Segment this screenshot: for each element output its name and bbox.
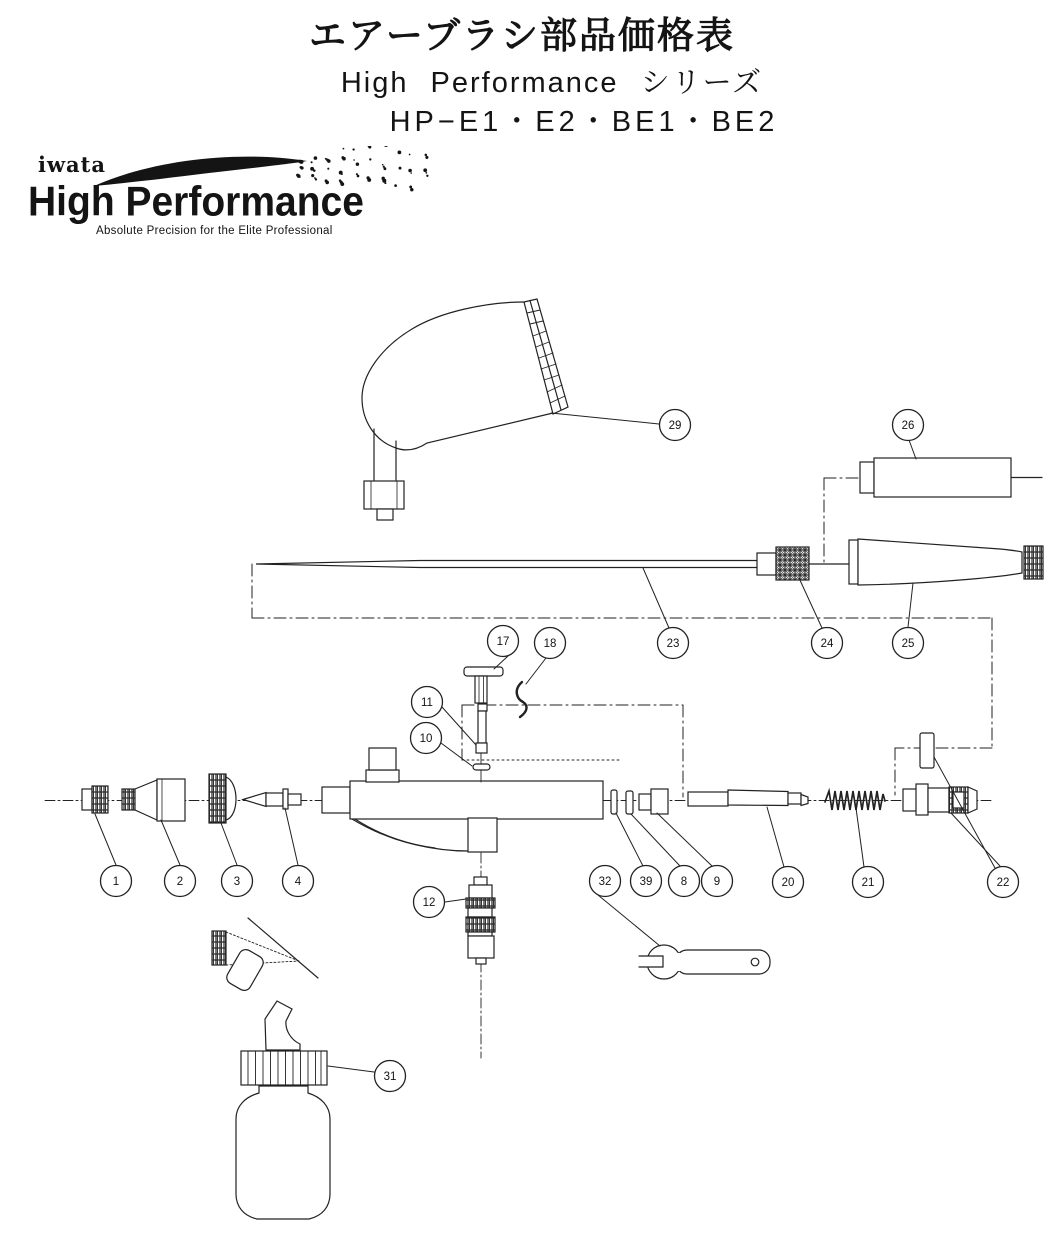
part-8-washer: [626, 791, 633, 814]
callout-number: 31: [383, 1071, 397, 1083]
callout-number: 10: [419, 733, 433, 745]
callout-number: 17: [496, 636, 510, 648]
part-25-handle: [849, 539, 1043, 585]
callout-23: [643, 568, 689, 659]
part-2-nozzle-cap: [122, 779, 185, 821]
part-18-aux-lever: [517, 682, 527, 717]
callout-25: [893, 583, 924, 659]
callout-26: [893, 410, 924, 460]
callout-number: 18: [543, 638, 557, 650]
centerlines: [45, 801, 992, 1059]
callout-17: [488, 626, 519, 670]
callout-number: 26: [901, 420, 915, 432]
callout-number: 21: [861, 877, 875, 889]
part-26-handle: [860, 458, 1042, 497]
series-subtitle: High Performance シリーズ: [340, 67, 764, 99]
callout-21: [853, 808, 884, 898]
callout-number: 25: [901, 638, 915, 650]
model-numbers: HP−E1・E2・BE1・BE2: [389, 106, 779, 138]
callout-number: 22: [996, 877, 1010, 889]
callout-number: 23: [666, 638, 680, 650]
callout-number: 24: [820, 638, 834, 650]
part-22-adjuster-pin: [920, 733, 934, 768]
part-29-cup: [362, 299, 568, 520]
callout-18: [526, 628, 566, 685]
part-12-air-valve: [466, 877, 495, 964]
part-23-needle: [256, 561, 773, 568]
callout-number: 32: [598, 876, 612, 888]
callout-number: 20: [781, 877, 795, 889]
callout-29: [551, 410, 691, 441]
callout-22: [934, 757, 1019, 898]
part-1-needle-cap: [82, 786, 108, 813]
callout-4: [283, 808, 314, 897]
part-11-chuck-nut: [476, 743, 487, 753]
callout-31: [328, 1061, 406, 1092]
part-20-chucking-nut: [688, 790, 808, 806]
part-21-needle-spring: [825, 791, 885, 810]
callout-number: 11: [421, 697, 433, 709]
callout-3: [221, 823, 253, 897]
callout-number: 2: [176, 876, 184, 888]
part-10-packing-disc: [473, 764, 490, 770]
logo-name: High Performance: [28, 179, 364, 226]
logo-brand-text: iwata: [38, 152, 106, 177]
logo-tagline: Absolute Precision for the Elite Professional: [96, 225, 333, 237]
callout-number: 9: [713, 876, 721, 888]
part-24-chucking-nut: [757, 547, 849, 580]
part-22-spring-adjuster: [903, 784, 977, 815]
callout-number: 4: [294, 876, 302, 888]
part-3-head: [209, 774, 236, 823]
callout-number: 1: [112, 876, 120, 888]
assembly-frame-dashdot: [252, 478, 992, 797]
page-title: エアーブラシ部品価格表: [308, 15, 736, 56]
callout-20: [767, 807, 804, 898]
part-siphon-elbow: [212, 918, 318, 993]
part-32-wrench: [639, 945, 770, 979]
part-9-packing-screw: [639, 789, 668, 814]
callout-number: 3: [233, 876, 241, 888]
part-4-nozzle: [243, 789, 301, 809]
part-39-washer: [611, 790, 617, 814]
callout-10: [411, 723, 473, 767]
part-31-bottle: [236, 1001, 330, 1219]
callout-12: [414, 887, 467, 918]
callout-number: 29: [668, 420, 682, 432]
callout-number: 39: [639, 876, 653, 888]
callout-number: 12: [422, 897, 436, 909]
callout-39: [616, 813, 662, 897]
callout-number: 8: [680, 876, 688, 888]
callouts-layer: [95, 410, 1019, 1092]
callout-1: [95, 814, 132, 897]
part-body: [322, 748, 603, 852]
callout-2: [161, 820, 196, 897]
